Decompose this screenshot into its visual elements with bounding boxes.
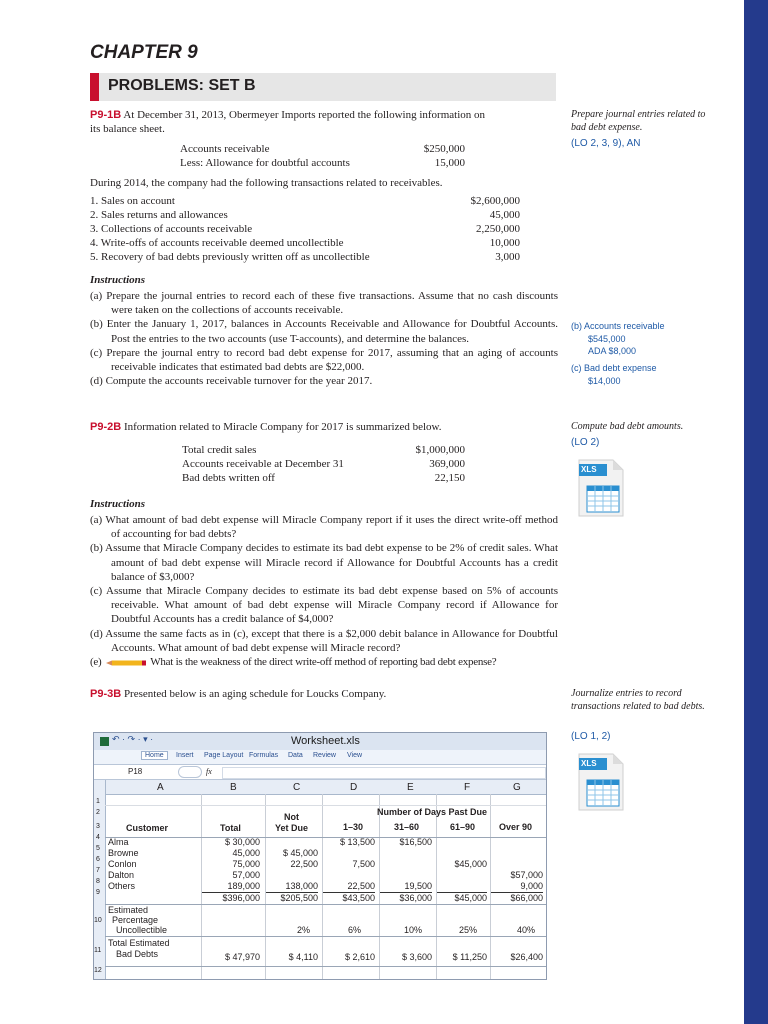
column-header-e[interactable]: E (407, 782, 414, 793)
pencil-icon (104, 659, 148, 667)
tab-page-layout[interactable]: Page Layout (204, 752, 244, 759)
cell-not-due: 2% (296, 925, 310, 935)
row-number[interactable]: 8 (96, 878, 100, 885)
chapter-title: CHAPTER 9 (90, 42, 198, 63)
p1-side-c (571, 362, 657, 387)
cell-customer: Alma (108, 837, 129, 847)
p2-row-label-1: Accounts receivable at December 31 (182, 458, 344, 470)
est-label-1: Total Estimated (108, 938, 170, 948)
cell-not-due: 22,500 (290, 859, 318, 869)
row-number[interactable]: 6 (96, 856, 100, 863)
worksheet-title: Worksheet.xls (291, 735, 360, 747)
p2-side-title: Compute bad debt amounts. (571, 421, 684, 432)
pct-label-3: Uncollectible (116, 925, 168, 935)
cell-1-30: 22,500 (347, 881, 375, 891)
cell-over-90: $66,000 (491, 892, 543, 903)
tab-data[interactable]: Data (288, 752, 303, 759)
pct-label-1: Estimated (108, 905, 149, 915)
cell-not-due: 138,000 (285, 881, 318, 891)
header-total: Total (220, 823, 241, 833)
p3-intro-text: Presented below is an aging schedule for Loucks Company. (123, 688, 387, 700)
p2-row-value-0: $1,000,000 (415, 444, 465, 456)
header-customer: Customer (126, 823, 169, 833)
p1-trans-value-3: 10,000 (489, 237, 520, 249)
name-box-dropdown[interactable] (178, 766, 202, 778)
p1-instructions (90, 289, 558, 388)
p1-trans-label-0: 1. Sales on account (90, 195, 175, 207)
pct-label-2: Percentage (112, 915, 159, 925)
cell-total: 57,000 (232, 870, 260, 880)
section-title: PROBLEMS: SET B (108, 77, 256, 94)
p1-intro-line2: its balance sheet. (90, 123, 165, 136)
cell-total: $ 47,970 (224, 952, 260, 962)
p1-trans-label-2: 3. Collections of accounts receivable (90, 223, 253, 235)
p1-trans-value-0: $2,600,000 (470, 195, 520, 207)
row-number[interactable]: 10 (94, 917, 102, 924)
header-61-90: 61–90 (450, 822, 476, 832)
cell-61-90: $ 11,250 (452, 952, 487, 962)
tab-formulas[interactable]: Formulas (249, 752, 279, 759)
row-number[interactable]: 3 (96, 823, 100, 830)
p2-instructions (90, 513, 558, 669)
column-header-g[interactable]: G (513, 782, 521, 793)
est-label-2: Bad Debts (116, 949, 159, 959)
p2-instruction-a: (a) What amount of bad debt expense will Miracle Company report if it uses the direct write-off method of accounting for bad debts? (90, 514, 558, 541)
header-over-90: Over 90 (499, 822, 533, 832)
cell-total: 75,000 (232, 859, 260, 869)
grid-line (105, 805, 546, 806)
grid-line (105, 966, 546, 967)
p1-side-title: Prepare journal entries related to bad debt expense. (571, 109, 706, 133)
row-header-gutter (94, 794, 106, 979)
cell-total: 189,000 (227, 881, 260, 891)
p3-intro (90, 687, 558, 701)
name-box[interactable]: P18 (128, 767, 143, 776)
p2-row-label-2: Bad debts written off (182, 472, 275, 484)
p2-intro (90, 420, 558, 434)
cell-total: $ 30,000 (224, 837, 260, 847)
select-all-corner[interactable] (94, 780, 106, 794)
p1-intro-line1: At December 31, 2013, Obermeyer Imports reported the following information on (123, 109, 486, 121)
grid-line (105, 936, 546, 937)
p2-row-label-0: Total credit sales (182, 444, 257, 456)
days-past-due-header: Number of Days Past Due (377, 807, 488, 817)
column-header-d[interactable]: D (350, 782, 358, 793)
xls-label: XLS (581, 759, 597, 768)
p1-instructions-label: Instructions (90, 274, 146, 286)
row-number[interactable]: 1 (96, 798, 100, 805)
cell-over-90: 40% (516, 925, 535, 935)
p3-side-title: Journalize entries to record transactions related to bad debts. (571, 688, 705, 712)
cell-1-30: 6% (347, 925, 361, 935)
worksheet-titlebar (94, 733, 546, 750)
p3-id: P9-3B (90, 688, 122, 700)
xls-label: XLS (581, 465, 597, 474)
cell-over-90: $26,400 (510, 952, 543, 962)
p2-row-value-2: 22,150 (434, 472, 465, 484)
tab-view[interactable]: View (347, 752, 363, 759)
p1-side-b-3: ADA $8,000 (588, 346, 637, 356)
header-not: Not (284, 812, 299, 822)
p1-side-lo: (LO 2, 3, 9), AN (571, 138, 641, 149)
p2-instruction-e (90, 655, 558, 669)
p1-side-c-1: (c) Bad debt expense (571, 363, 657, 373)
cell-31-60: $36,000 (380, 892, 432, 903)
excel-app-icon (100, 737, 109, 746)
cell-not-due: $ 45,000 (282, 848, 318, 858)
cell-31-60: 19,500 (404, 881, 432, 891)
p1-side-b-1: (b) Accounts receivable (571, 321, 665, 331)
header-31-60: 31–60 (394, 822, 420, 832)
cell-31-60: 10% (403, 925, 422, 935)
cell-1-30: $43,500 (323, 892, 375, 903)
tab-home[interactable]: Home (141, 751, 168, 760)
tab-insert[interactable]: Insert (176, 752, 194, 759)
row-number[interactable]: 5 (96, 845, 100, 852)
header-1-30: 1–30 (343, 822, 364, 832)
cell-customer: Conlon (108, 859, 137, 869)
p1-bs-label-1: Less: Allowance for doubtful accounts (180, 157, 350, 169)
worksheet-window (93, 732, 547, 980)
p2-instruction-c: (c) Assume that Miracle Company decides to estimate its bad debt expense based on 5% of accounts receivable. What amount of bad debt expense will Miracle Company record if Allowance for Doubtful Accounts has a credit balance of $4,000? (90, 585, 558, 626)
row-number[interactable]: 4 (96, 834, 100, 841)
cell-31-60: $16,500 (399, 837, 432, 847)
column-header-b[interactable]: B (230, 782, 237, 793)
p1-trans-label-1: 2. Sales returns and allowances (90, 209, 228, 221)
cell-1-30: $ 13,500 (339, 837, 375, 847)
cell-not-due: $205,500 (266, 892, 318, 903)
cell-over-90: $57,000 (510, 870, 543, 880)
cell-total: $396,000 (202, 892, 260, 903)
p2-row-value-1: 369,000 (429, 458, 465, 470)
cell-not-due: $ 4,110 (288, 952, 318, 962)
p2-id: P9-2B (90, 421, 122, 433)
p1-during: During 2014, the company had the following transactions related to receivables. (90, 177, 443, 189)
p1-instruction-c: (c) Prepare the journal entry to record bad debt expense for 2017, assuming that an aging of accounts receivable indicates that estimated bad debts are $22,000. (90, 346, 558, 374)
p1-trans-value-4: 3,000 (495, 251, 520, 263)
row-number[interactable]: 9 (96, 889, 100, 896)
p2-instructions-label: Instructions (90, 498, 146, 510)
cell-31-60: $ 3,600 (401, 952, 432, 962)
cell-over-90: 9,000 (520, 881, 543, 891)
formula-input[interactable] (222, 767, 546, 779)
cell-customer: Browne (108, 848, 139, 858)
p1-side-c-2: $14,000 (588, 375, 621, 386)
column-header-f[interactable]: F (464, 782, 471, 793)
xls-file-icon (575, 458, 623, 516)
p3-side-lo: (LO 1, 2) (571, 731, 611, 742)
column-headers (94, 780, 546, 795)
fx-icon[interactable]: fx (206, 767, 212, 776)
grid-line (105, 904, 546, 905)
xls-file-icon (575, 752, 623, 810)
column-header-a[interactable]: A (157, 782, 164, 793)
cell-61-90: $45,000 (454, 859, 487, 869)
p1-bs-value-1: 15,000 (434, 157, 465, 169)
cell-total: 45,000 (232, 848, 260, 858)
cell-customer: Others (108, 881, 136, 891)
cell-customer: Dalton (108, 870, 135, 880)
p2-side-lo: (LO 2) (571, 437, 600, 448)
section-header-accent (90, 73, 99, 101)
p2-instruction-e-text: What is the weakness of the direct write-off method of reporting bad debt expense? (150, 656, 497, 669)
quick-access-toolbar[interactable]: ↶ · ↷ · ▾ · (112, 734, 154, 744)
p1-trans-value-2: 2,250,000 (476, 223, 520, 235)
formula-bar (94, 765, 546, 780)
column-header-c[interactable]: C (293, 782, 301, 793)
ribbon-tabs (94, 750, 546, 765)
p1-side-b (571, 320, 665, 358)
p1-instruction-d: (d) Compute the accounts receivable turnover for the year 2017. (90, 375, 373, 388)
cell-1-30: 7,500 (352, 859, 375, 869)
p1-intro (90, 108, 558, 136)
p1-bs-label-0: Accounts receivable (180, 143, 270, 155)
tab-review[interactable]: Review (313, 752, 336, 759)
p1-trans-label-3: 4. Write-offs of accounts receivable deemed uncollectible (90, 237, 344, 249)
header-not-yet-due: Yet Due (275, 823, 309, 833)
cell-1-30: $ 2,610 (344, 952, 375, 962)
p2-instruction-b: (b) Assume that Miracle Company decides to estimate its bad debt expense to be 2% of credit sales. What amount of bad debt expense will Miracle record if Allowance for Doubtful Accounts has a credit balance of $3,000? (90, 542, 558, 583)
p2-instruction-e-label: (e) (90, 656, 102, 669)
p1-instruction-a: (a) Prepare the journal entries to record each of these five transactions. Assume that no cash discounts were taken on the collections of accounts receivable. (90, 290, 558, 317)
p1-id: P9-1B (90, 109, 122, 121)
cell-61-90: $45,000 (437, 892, 487, 903)
row-number[interactable]: 12 (94, 967, 102, 974)
row-number[interactable]: 7 (96, 867, 100, 874)
page-edge-bar (744, 0, 768, 1024)
row-number[interactable]: 11 (94, 947, 102, 954)
row-number[interactable]: 2 (96, 809, 100, 816)
p1-side-b-2: $545,000 (588, 333, 626, 344)
p1-bs-value-0: $250,000 (423, 143, 465, 155)
p2-intro-text: Information related to Miracle Company for 2017 is summarized below. (123, 421, 442, 433)
p1-instruction-b: (b) Enter the January 1, 2017, balances in Accounts Receivable and Allowance for Doubtful Accounts. Post the entries to the two accounts (use T-accounts), and determine the balances. (90, 318, 558, 345)
p1-trans-label-4: 5. Recovery of bad debts previously written off as uncollectible (90, 251, 370, 263)
cell-61-90: 25% (458, 925, 477, 935)
p2-instruction-d: (d) Assume the same facts as in (c), except that there is a $2,000 debit balance in Allowance for Doubtful Accounts. What amount of bad debt expense will Miracle record? (90, 627, 558, 654)
p1-trans-value-1: 45,000 (489, 209, 520, 221)
